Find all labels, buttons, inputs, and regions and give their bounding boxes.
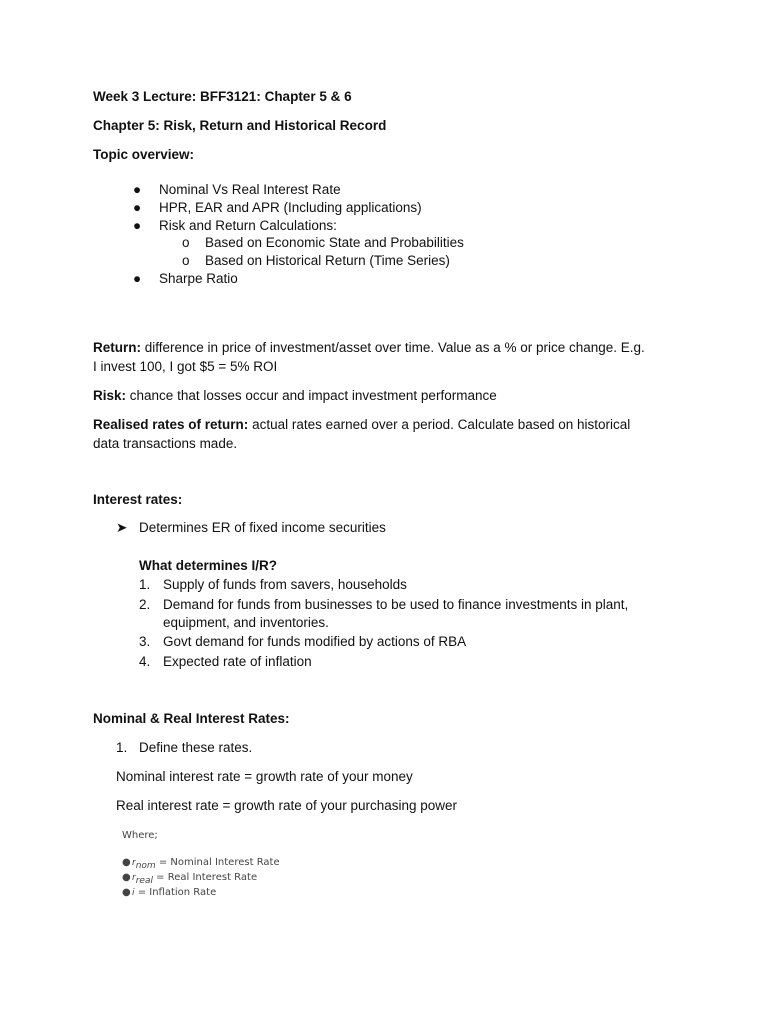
topic-overview-label: Topic overview:	[93, 147, 195, 162]
chapter-heading: Chapter 5: Risk, Return and Historical Record	[93, 118, 387, 133]
subtopic-text: Based on Historical Return (Time Series)	[205, 253, 450, 268]
nominal-definition: Nominal interest rate = growth rate of your money	[116, 769, 413, 784]
bullet-icon: ●	[122, 872, 131, 883]
sub-bullet-icon: o	[182, 253, 190, 268]
real-definition: Real interest rate = growth rate of your purchasing power	[116, 798, 458, 813]
document-title: Week 3 Lecture: BFF3121: Chapter 5 & 6	[93, 89, 352, 104]
legend-item	[122, 872, 257, 886]
term: Realised rates of return:	[93, 417, 249, 432]
item-text: Supply of funds from savers, households	[163, 577, 407, 592]
bullet-icon: ●	[133, 182, 142, 197]
bullet-icon: ●	[122, 887, 131, 898]
symbol: i	[132, 888, 135, 898]
legend-item	[122, 887, 216, 898]
item-text: Define these rates.	[139, 740, 253, 755]
definition-text: actual rates earned over a period. Calculate based on historical	[252, 417, 631, 432]
arrow-item-text: Determines ER of fixed income securities	[139, 520, 386, 535]
topic-text: Risk and Return Calculations:	[159, 218, 337, 233]
formula-legend-image	[116, 830, 376, 905]
item-number: 4.	[139, 654, 151, 669]
topic-text: HPR, EAR and APR (Including applications)	[159, 200, 422, 215]
return-definition	[93, 339, 645, 357]
bullet-icon: ●	[122, 857, 131, 868]
item-text: equipment, and inventories.	[163, 615, 329, 630]
symbol-subscript: real	[135, 876, 153, 886]
determinants-question: What determines I/R?	[139, 558, 278, 573]
bullet-icon: ●	[133, 218, 142, 233]
item-number: 1.	[116, 740, 128, 755]
legend-text: = Inflation Rate	[137, 887, 217, 898]
realised-definition-cont: data transactions made.	[93, 436, 238, 451]
subtopic-text: Based on Economic State and Probabilities	[205, 235, 464, 250]
risk-definition	[93, 387, 497, 405]
legend-item	[122, 857, 280, 871]
topic-text: Sharpe Ratio	[159, 271, 238, 286]
realised-definition	[93, 416, 630, 434]
symbol: r	[132, 873, 136, 883]
bullet-icon: ●	[133, 200, 142, 215]
sub-bullet-icon: o	[182, 235, 190, 250]
symbol-subscript: nom	[135, 861, 156, 871]
item-number: 2.	[139, 597, 151, 612]
item-text: Expected rate of inflation	[163, 654, 312, 669]
definition-text: difference in price of investment/asset over time. Value as a % or price change. E.g.	[144, 340, 645, 355]
term: Return:	[93, 340, 141, 355]
term: Risk:	[93, 388, 127, 403]
item-text: Govt demand for funds modified by actions of RBA	[163, 634, 467, 649]
return-definition-cont: I invest 100, I got $5 = 5% ROI	[93, 359, 278, 374]
legend-where-label: Where;	[122, 830, 158, 841]
arrow-bullet-icon: ➤	[116, 520, 128, 535]
topic-text: Nominal Vs Real Interest Rate	[159, 182, 341, 197]
interest-rates-heading: Interest rates:	[93, 492, 183, 507]
symbol: r	[132, 858, 136, 868]
item-text: Demand for funds from businesses to be used to finance investments in plant,	[163, 597, 629, 612]
item-number: 1.	[139, 577, 151, 592]
nominal-real-heading: Nominal & Real Interest Rates:	[93, 711, 290, 726]
legend-text: = Real Interest Rate	[156, 872, 258, 883]
bullet-icon: ●	[133, 271, 142, 286]
item-number: 3.	[139, 634, 151, 649]
legend-text: = Nominal Interest Rate	[158, 857, 280, 868]
definition-text: chance that losses occur and impact investment performance	[129, 388, 497, 403]
